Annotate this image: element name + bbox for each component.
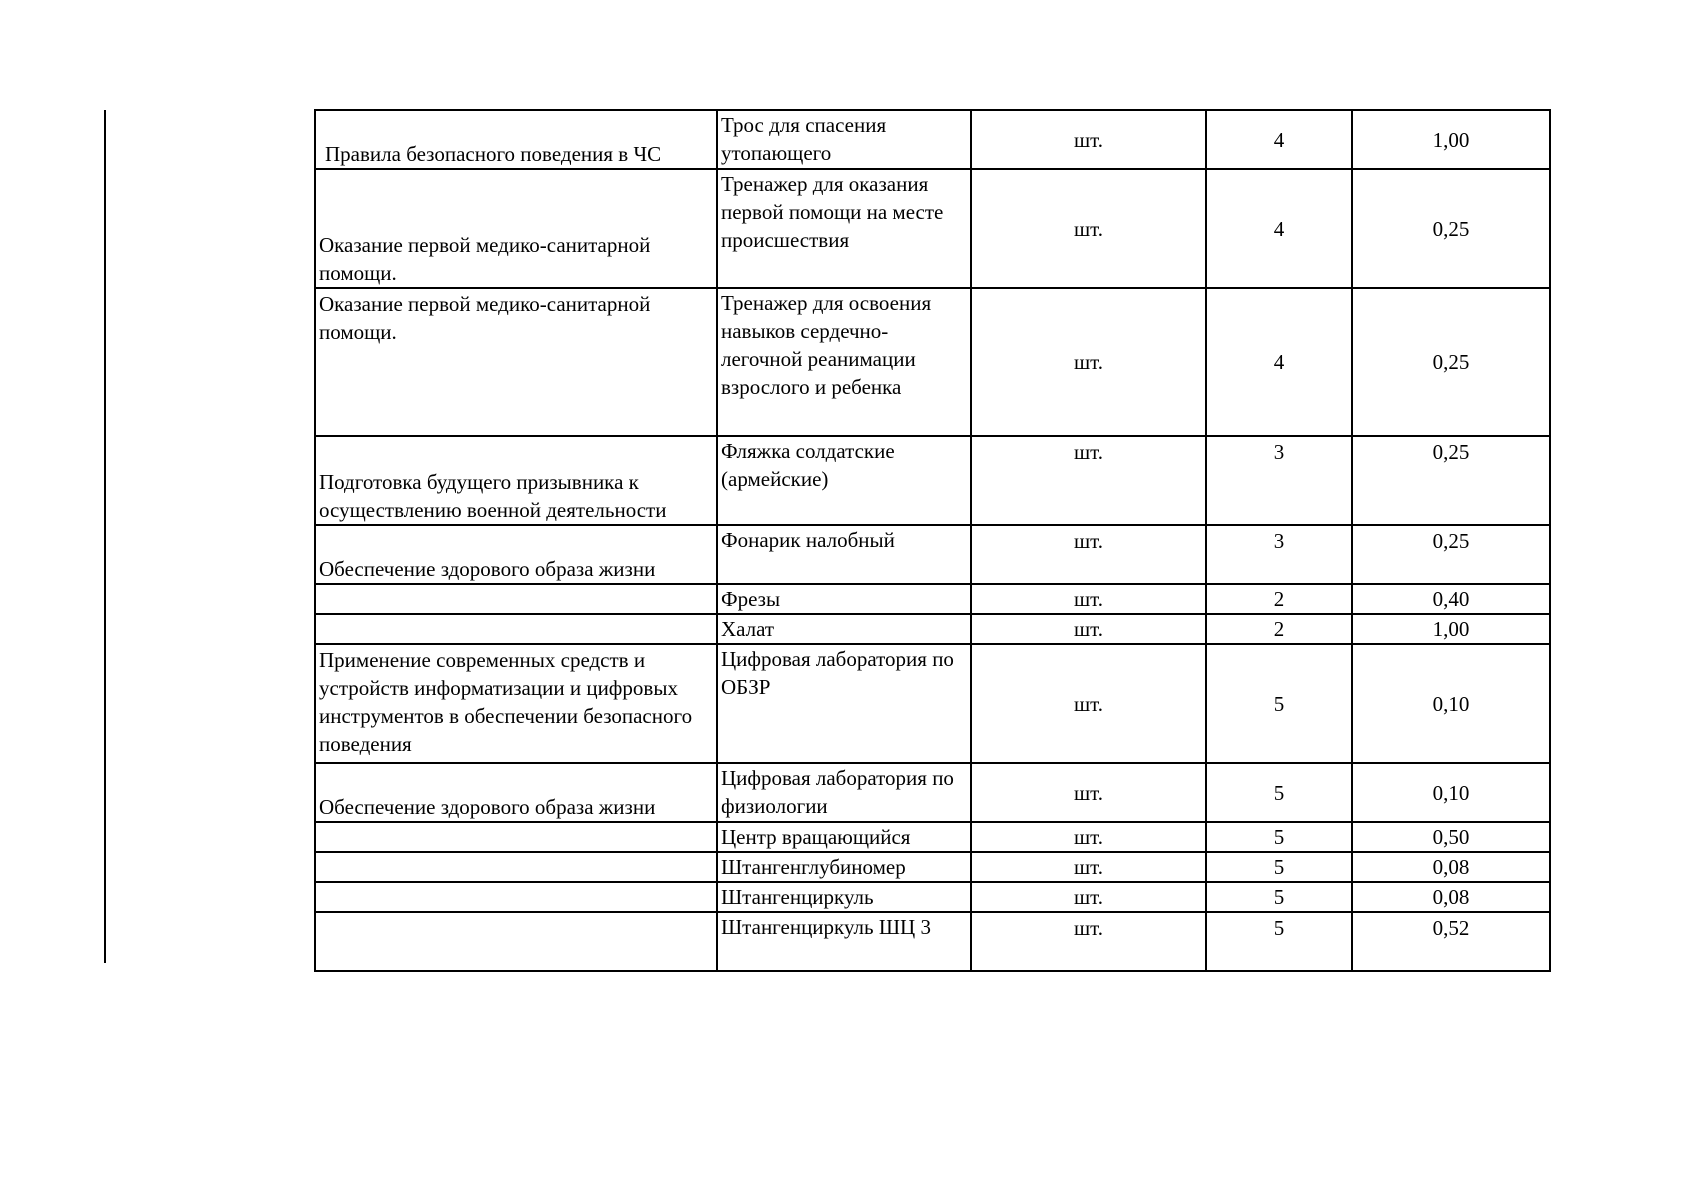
topic-cell: Обеспечение здорового образа жизни xyxy=(315,763,717,822)
topic-cell xyxy=(315,882,717,912)
table-row xyxy=(315,644,1550,763)
topic-cell xyxy=(315,584,717,614)
item-cell: Фонарик налобный xyxy=(717,525,971,584)
coefficient-cell: 0,08 xyxy=(1352,882,1550,912)
quantity-cell: 5 xyxy=(1206,882,1352,912)
unit-cell: шт. xyxy=(971,912,1206,971)
unit-cell: шт. xyxy=(971,436,1206,525)
coefficient-cell: 0,25 xyxy=(1352,436,1550,525)
coefficient-cell: 0,25 xyxy=(1352,169,1550,288)
table-row xyxy=(315,912,1550,971)
quantity-cell: 2 xyxy=(1206,614,1352,644)
item-cell: Цифровая лаборатория по физиологии xyxy=(717,763,971,822)
quantity-cell: 3 xyxy=(1206,525,1352,584)
coefficient-cell: 0,52 xyxy=(1352,912,1550,971)
equipment-table xyxy=(314,109,1551,972)
page-margin-line xyxy=(104,110,106,963)
unit-cell: шт. xyxy=(971,852,1206,882)
unit-cell: шт. xyxy=(971,169,1206,288)
quantity-cell: 5 xyxy=(1206,763,1352,822)
quantity-cell: 3 xyxy=(1206,436,1352,525)
unit-cell: шт. xyxy=(971,763,1206,822)
table-row xyxy=(315,763,1550,822)
topic-cell xyxy=(315,852,717,882)
item-cell: Халат xyxy=(717,614,971,644)
topic-cell: Оказание первой медико-санитарной помощи. xyxy=(315,288,717,436)
quantity-cell: 4 xyxy=(1206,288,1352,436)
table-row xyxy=(315,169,1550,288)
unit-cell: шт. xyxy=(971,614,1206,644)
coefficient-cell: 0,25 xyxy=(1352,525,1550,584)
topic-cell: Правила безопасного поведения в ЧС xyxy=(315,110,717,169)
coefficient-cell: 0,08 xyxy=(1352,852,1550,882)
unit-cell: шт. xyxy=(971,288,1206,436)
table-row xyxy=(315,288,1550,436)
item-cell: Тренажер для освоения навыков сердечно-легочной реанимации взрослого и ребенка xyxy=(717,288,971,436)
unit-cell: шт. xyxy=(971,644,1206,763)
coefficient-cell: 1,00 xyxy=(1352,614,1550,644)
unit-cell: шт. xyxy=(971,584,1206,614)
item-cell: Штангенглубиномер xyxy=(717,852,971,882)
topic-cell: Подготовка будущего призывника к осуществлению военной деятельности xyxy=(315,436,717,525)
unit-cell: шт. xyxy=(971,822,1206,852)
item-cell: Центр вращающийся xyxy=(717,822,971,852)
topic-cell xyxy=(315,822,717,852)
quantity-cell: 5 xyxy=(1206,852,1352,882)
topic-cell: Обеспечение здорового образа жизни xyxy=(315,525,717,584)
quantity-cell: 2 xyxy=(1206,584,1352,614)
topic-cell xyxy=(315,614,717,644)
quantity-cell: 5 xyxy=(1206,822,1352,852)
item-cell: Трос для спасения утопающего xyxy=(717,110,971,169)
coefficient-cell: 0,10 xyxy=(1352,763,1550,822)
item-cell: Тренажер для оказания первой помощи на месте происшествия xyxy=(717,169,971,288)
table-row xyxy=(315,822,1550,852)
quantity-cell: 4 xyxy=(1206,169,1352,288)
coefficient-cell: 0,50 xyxy=(1352,822,1550,852)
unit-cell: шт. xyxy=(971,882,1206,912)
topic-cell: Оказание первой медико-санитарной помощи. xyxy=(315,169,717,288)
quantity-cell: 4 xyxy=(1206,110,1352,169)
item-cell: Цифровая лаборатория по ОБЗР xyxy=(717,644,971,763)
table-row xyxy=(315,584,1550,614)
table-row xyxy=(315,436,1550,525)
table-row xyxy=(315,882,1550,912)
item-cell: Штангенциркуль xyxy=(717,882,971,912)
quantity-cell: 5 xyxy=(1206,644,1352,763)
coefficient-cell: 1,00 xyxy=(1352,110,1550,169)
coefficient-cell: 0,40 xyxy=(1352,584,1550,614)
table-row xyxy=(315,614,1550,644)
table-row xyxy=(315,525,1550,584)
topic-cell: Применение современных средств и устройств информатизации и цифровых инструментов в обеспечении безопасного поведения xyxy=(315,644,717,763)
topic-cell xyxy=(315,912,717,971)
quantity-cell: 5 xyxy=(1206,912,1352,971)
unit-cell: шт. xyxy=(971,525,1206,584)
coefficient-cell: 0,10 xyxy=(1352,644,1550,763)
item-cell: Фрезы xyxy=(717,584,971,614)
table-row xyxy=(315,110,1550,169)
table-row xyxy=(315,852,1550,882)
unit-cell: шт. xyxy=(971,110,1206,169)
coefficient-cell: 0,25 xyxy=(1352,288,1550,436)
item-cell: Штангенциркуль ШЦ 3 xyxy=(717,912,971,971)
item-cell: Фляжка солдатские (армейские) xyxy=(717,436,971,525)
